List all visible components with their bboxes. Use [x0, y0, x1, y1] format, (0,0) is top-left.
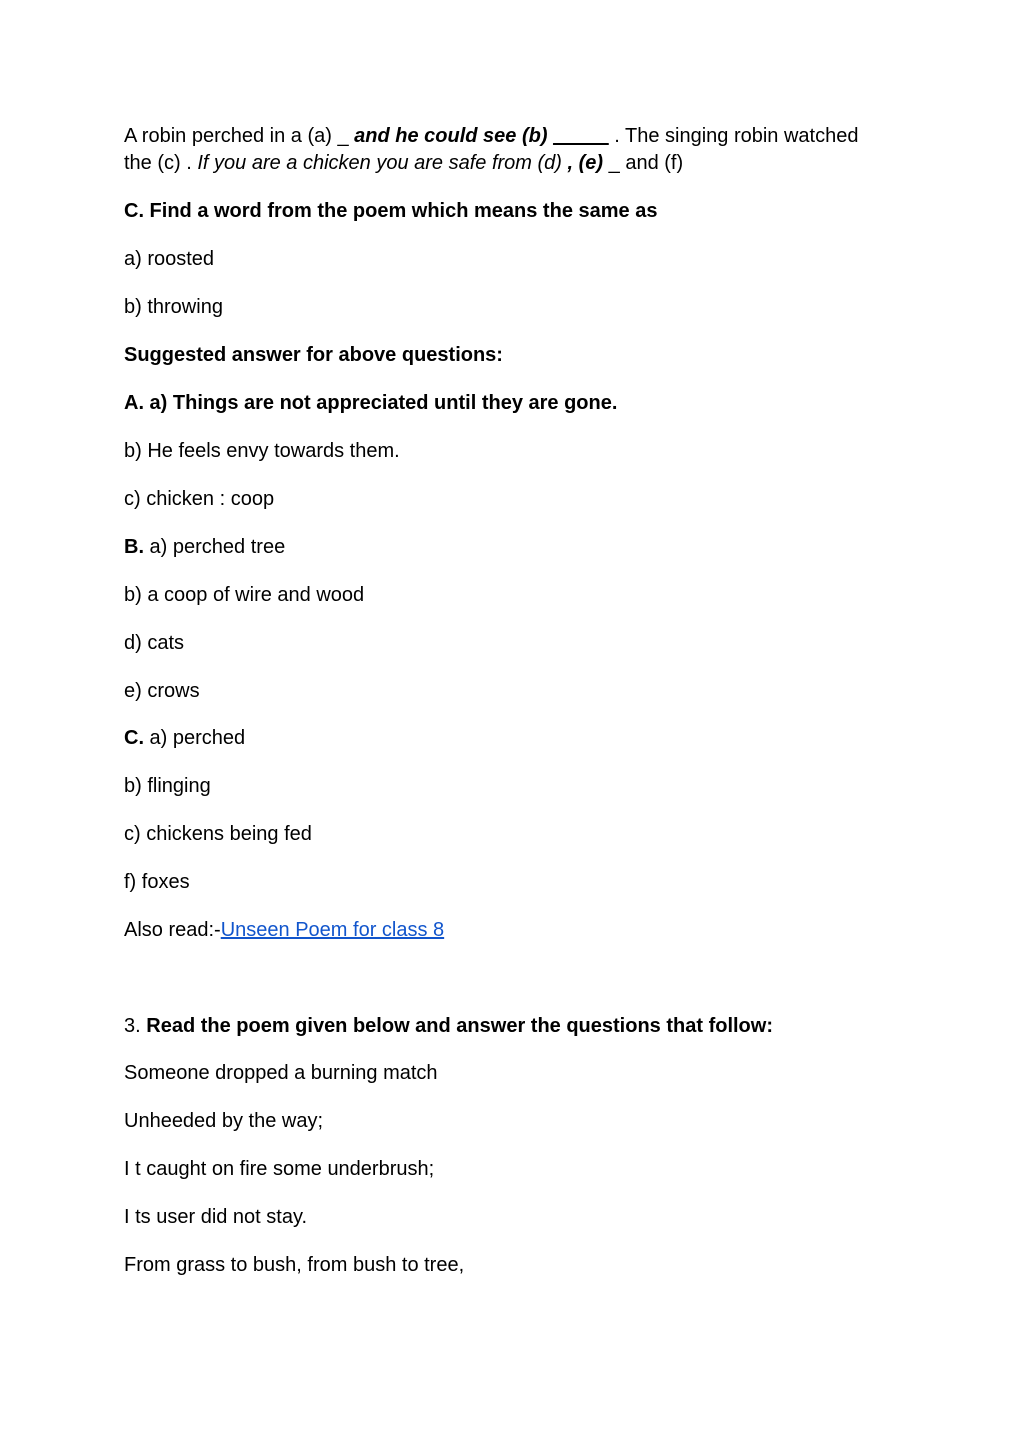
fill-in-text-italic: If you are a chicken you are safe from (d) — [197, 152, 568, 174]
fill-in-text-bold-italic: and he could see (b) — [354, 125, 554, 147]
fill-in-text: the (c) . — [124, 152, 198, 174]
list-item: b) a coop of wire and wood — [124, 584, 365, 606]
list-item: f) foxes — [124, 871, 190, 893]
section-c-heading: C. Find a word from the poem which means the same as — [124, 200, 658, 222]
answer-b-label: B. — [124, 536, 144, 558]
fill-in-text: _ and (f) — [603, 152, 684, 174]
answer-b-line — [124, 534, 285, 560]
list-item: e) crows — [124, 680, 200, 702]
poem-line: Unheeded by the way; — [124, 1110, 324, 1132]
poem-line: From grass to bush, from bush to tree, — [124, 1254, 465, 1276]
fill-in-text-bold-italic: , (e) — [567, 152, 604, 174]
list-item: c) chickens being fed — [124, 823, 312, 845]
list-item: d) cats — [124, 632, 185, 654]
answer-b-first: a) perched tree — [144, 536, 286, 558]
list-item: a) roosted — [124, 248, 215, 270]
unseen-poem-class-8-link[interactable]: Unseen Poem for class 8 — [220, 919, 445, 941]
question-3-text: Read the poem given below and answer the questions that follow: — [146, 1015, 773, 1037]
fill-in-blank: _____ — [553, 125, 609, 147]
answer-a-heading: A. a) Things are not appreciated until they are gone. — [124, 392, 618, 414]
fill-in-text: A robin perched in a (a) _ — [124, 125, 355, 147]
fill-in-text: . The singing robin watched — [608, 125, 859, 147]
also-read-line — [124, 917, 444, 943]
also-read-prefix: Also read:- — [124, 919, 221, 941]
list-item: b) flinging — [124, 775, 211, 797]
list-item: b) throwing — [124, 296, 223, 318]
poem-line: I t caught on fire some underbrush; — [124, 1158, 435, 1180]
answer-c-first: a) perched — [144, 727, 246, 749]
list-item: c) chicken : coop — [124, 488, 275, 510]
list-item: b) He feels envy towards them. — [124, 440, 400, 462]
answer-c-line — [124, 725, 245, 751]
answers-heading: Suggested answer for above questions: — [124, 344, 503, 366]
fill-in-line-2 — [124, 150, 683, 176]
question-3-heading — [124, 1013, 773, 1039]
question-number: 3. — [124, 1015, 147, 1037]
fill-in-line-1 — [124, 123, 858, 149]
answer-c-label: C. — [124, 727, 144, 749]
poem-line: I ts user did not stay. — [124, 1206, 308, 1228]
poem-line: Someone dropped a burning match — [124, 1062, 438, 1084]
